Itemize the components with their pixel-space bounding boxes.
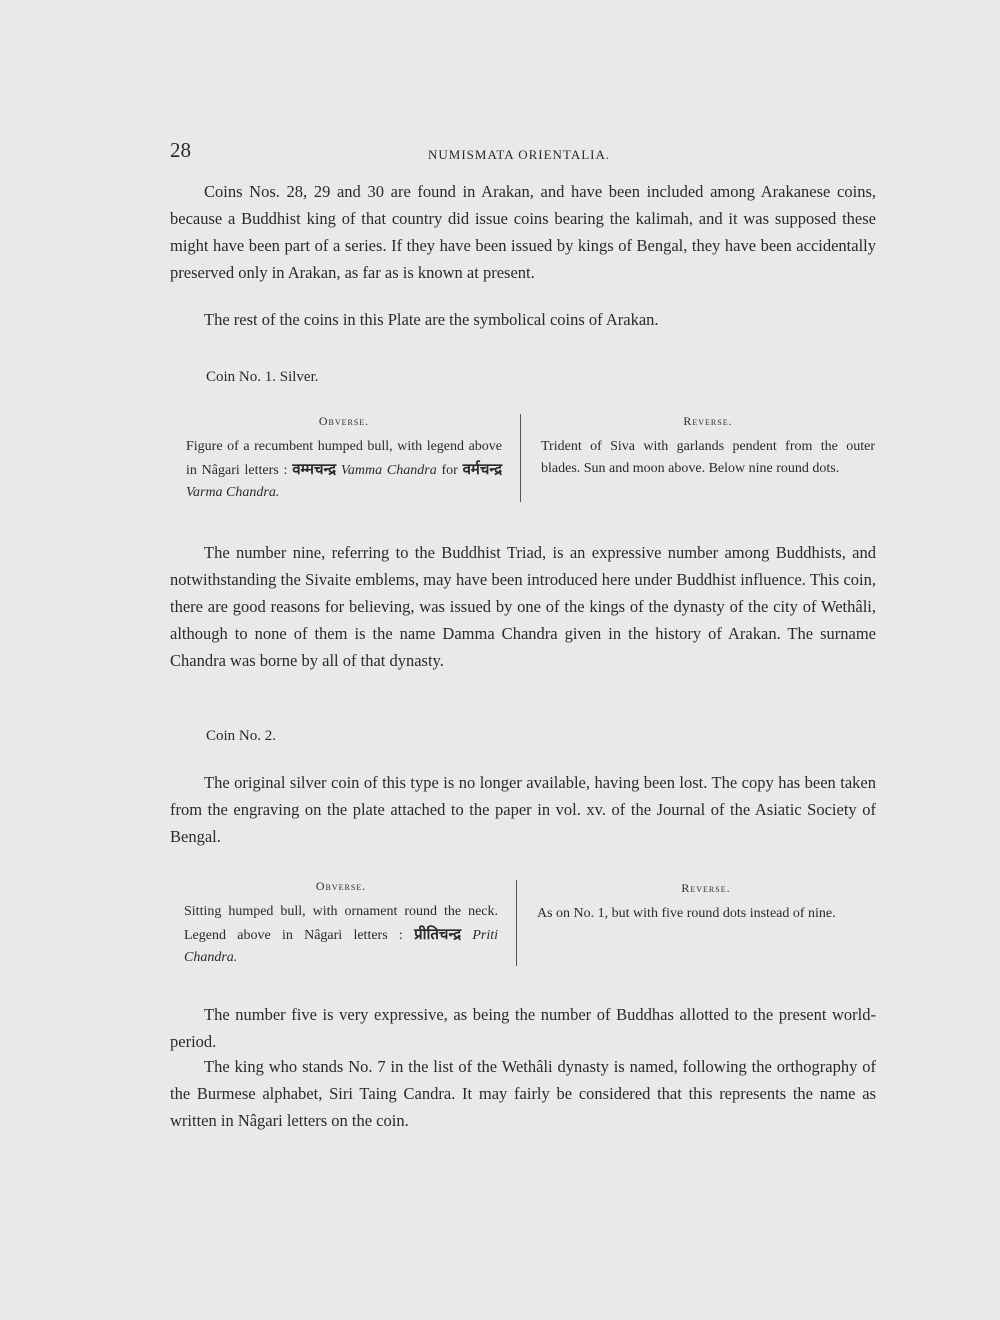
- coin-1-label: Coin No. 1. Silver.: [206, 369, 319, 385]
- coin-2-label: Coin No. 2.: [206, 728, 277, 744]
- running-title: NUMISMATA ORIENTALIA.: [428, 147, 611, 162]
- paragraph-6: The king who stands No. 7 in the list of the Wethâli dynasty is named, following the orthography of the Burmese alphabet, Siri Taing Candra. It may fairly be considered that this represents the name as written in Nâgari letters on the coin.: [170, 1057, 876, 1130]
- page-number: 28: [170, 138, 191, 162]
- coin-1-obverse-heading: Obverse.: [318, 414, 370, 428]
- coin-2-legend-transliteration: Priti Chandra.: [184, 928, 498, 965]
- paragraph-2: The rest of the coins in this Plate are the symbolical coins of Arakan.: [204, 310, 659, 329]
- coin-2-legend-devanagari: प्रीतिचन्द्र: [414, 925, 462, 943]
- coin-1-correct-devanagari: वर्मचन्द्र: [462, 460, 503, 478]
- paragraph-4: The original silver coin of this type is no longer available, having been lost. The copy has been taken from the engraving on the plate attached to the paper in vol. xv. of the Journal of the Asiatic Society of Bengal.: [170, 773, 876, 846]
- paragraph-3: The number nine, referring to the Buddhist Triad, is an expressive number among Buddhists, and notwithstanding the Sivaite emblems, may have been introduced here under Buddhist influence. This coin, there are good reasons for believing, was issued by one of the kings of the dynasty of the city of Wethâli, although to none of them is the name Damma Chandra given in the history of Arakan. The surname Chandra was borne by all of that dynasty.: [170, 543, 876, 670]
- paragraph-5: The number five is very expressive, as being the number of Buddhas allotted to the present world-period.: [170, 1005, 876, 1051]
- coin-1-reverse-heading: Reverse.: [683, 414, 733, 428]
- coin-2-reverse-text: As on No. 1, but with five round dots instead of nine.: [537, 906, 836, 921]
- coin-1-correct-transliteration: Varma Chandra.: [186, 485, 280, 500]
- coin-1-reverse-text: Trident of Siva with garlands pendent from the outer blades. Sun and moon above. Below nine round dots.: [541, 439, 875, 476]
- coin-1-obverse-text: [186, 436, 502, 504]
- coin-2-obverse-desc: Sitting humped bull, with ornament round the neck. Legend above in Nâgari letters :: [184, 904, 498, 943]
- column-divider: [516, 880, 517, 966]
- coin-2-reverse-heading: Reverse.: [681, 881, 731, 895]
- coin-1-legend-devanagari: वम्मचन्द्र: [292, 460, 337, 478]
- coin-2-obverse-heading: Obverse.: [315, 879, 367, 893]
- column-divider: [520, 414, 521, 502]
- coin-1-for-word: for: [441, 463, 458, 478]
- coin-1-legend-transliteration: Vamma Chandra: [340, 463, 437, 478]
- coin-1-obverse-desc: Figure of a recumbent humped bull, with legend above in Nâgari letters :: [186, 439, 502, 478]
- coin-2-obverse-text: [184, 901, 498, 969]
- paragraph-1: Coins Nos. 28, 29 and 30 are found in Arakan, and have been included among Arakanese coins, because a Buddhist king of that country did issue coins bearing the kalimah, and it was supposed these might have been part of a series. If they have been issued by kings of Bengal, they have been accidentally preserved only in Arakan, as far as is known at present.: [170, 182, 876, 282]
